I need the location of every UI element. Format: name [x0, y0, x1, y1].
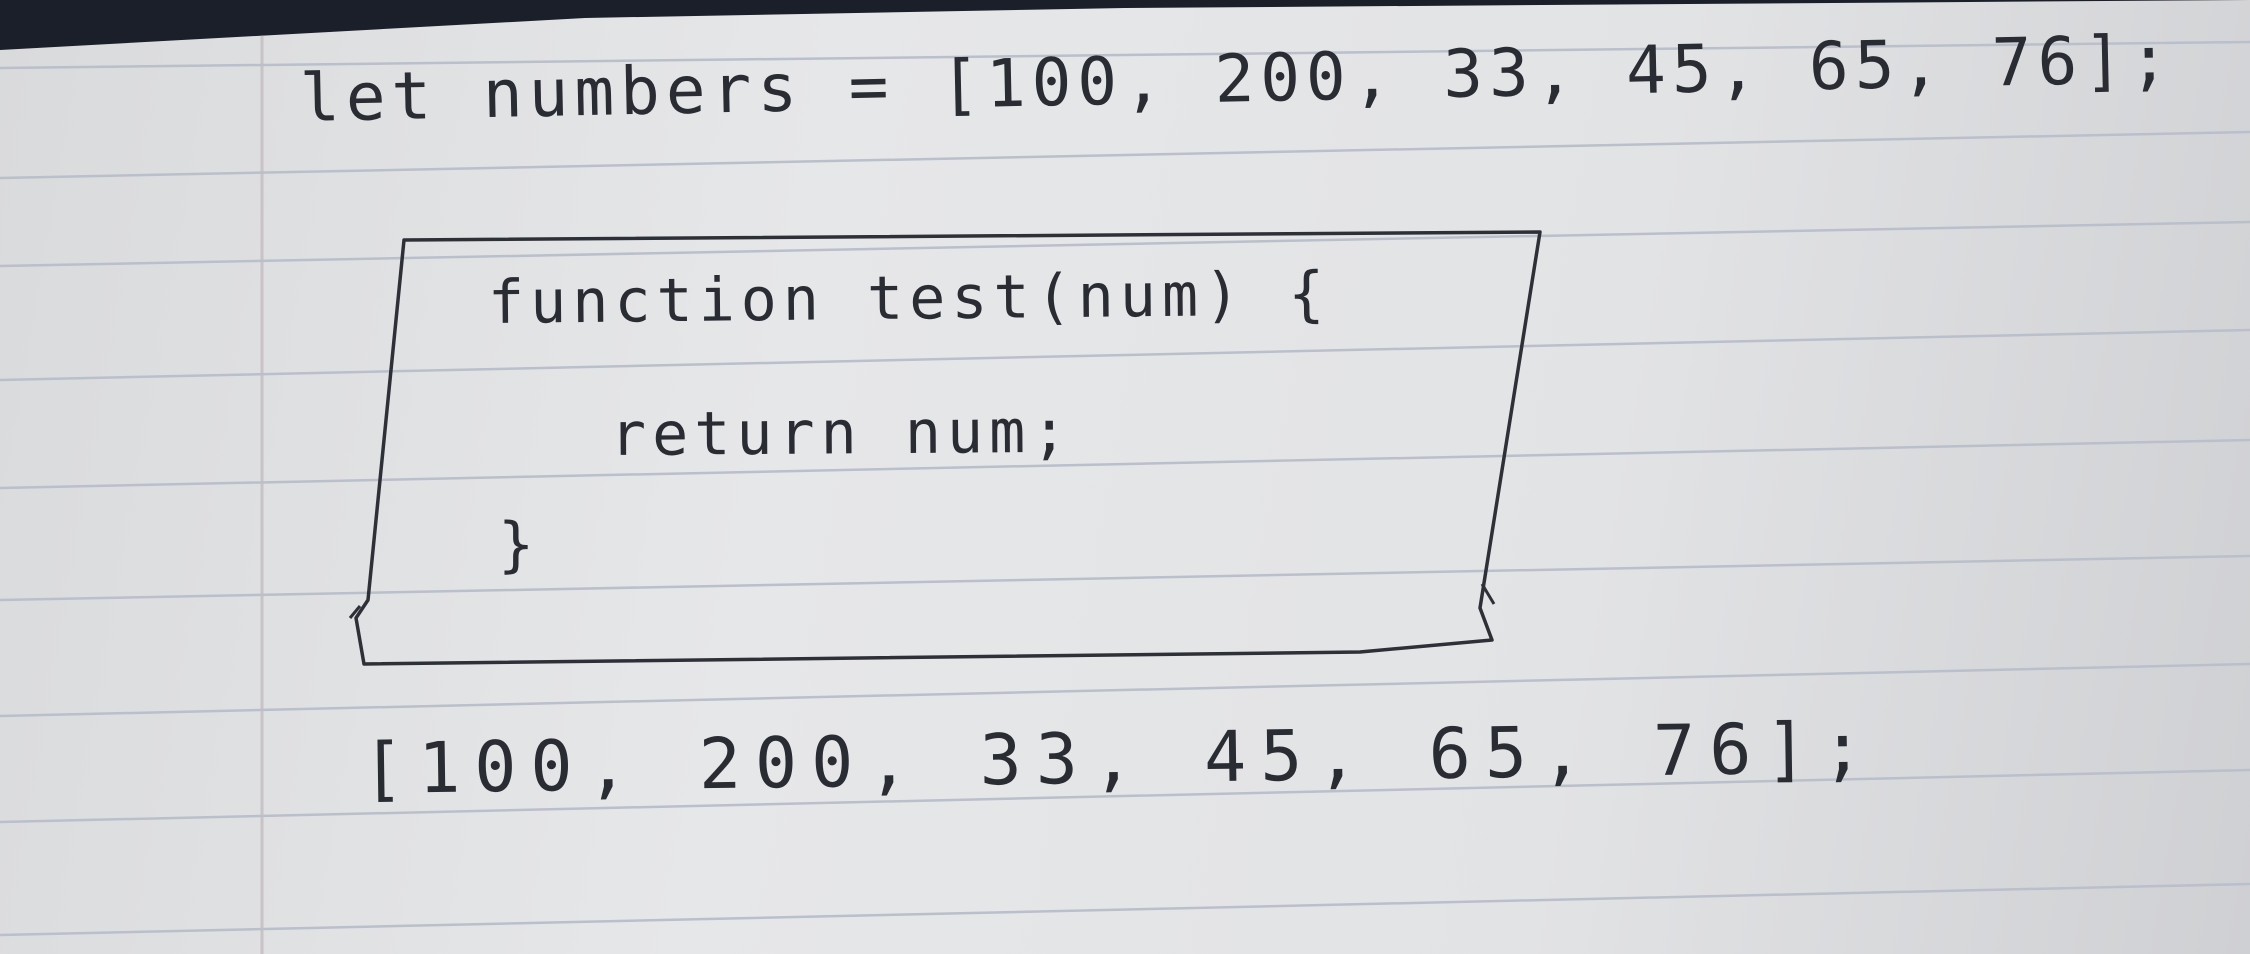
function-signature: function test(num) {: [487, 259, 1331, 338]
rule-lines: [0, 42, 2250, 935]
function-return-statement: return num;: [609, 396, 1074, 470]
function-closing-brace: }: [498, 510, 541, 580]
numbers-declaration: let numbers = [100, 200, 33, 45, 65, 76];: [299, 20, 2176, 137]
output-array: [100, 200, 33, 45, 65, 76];: [361, 706, 1879, 810]
